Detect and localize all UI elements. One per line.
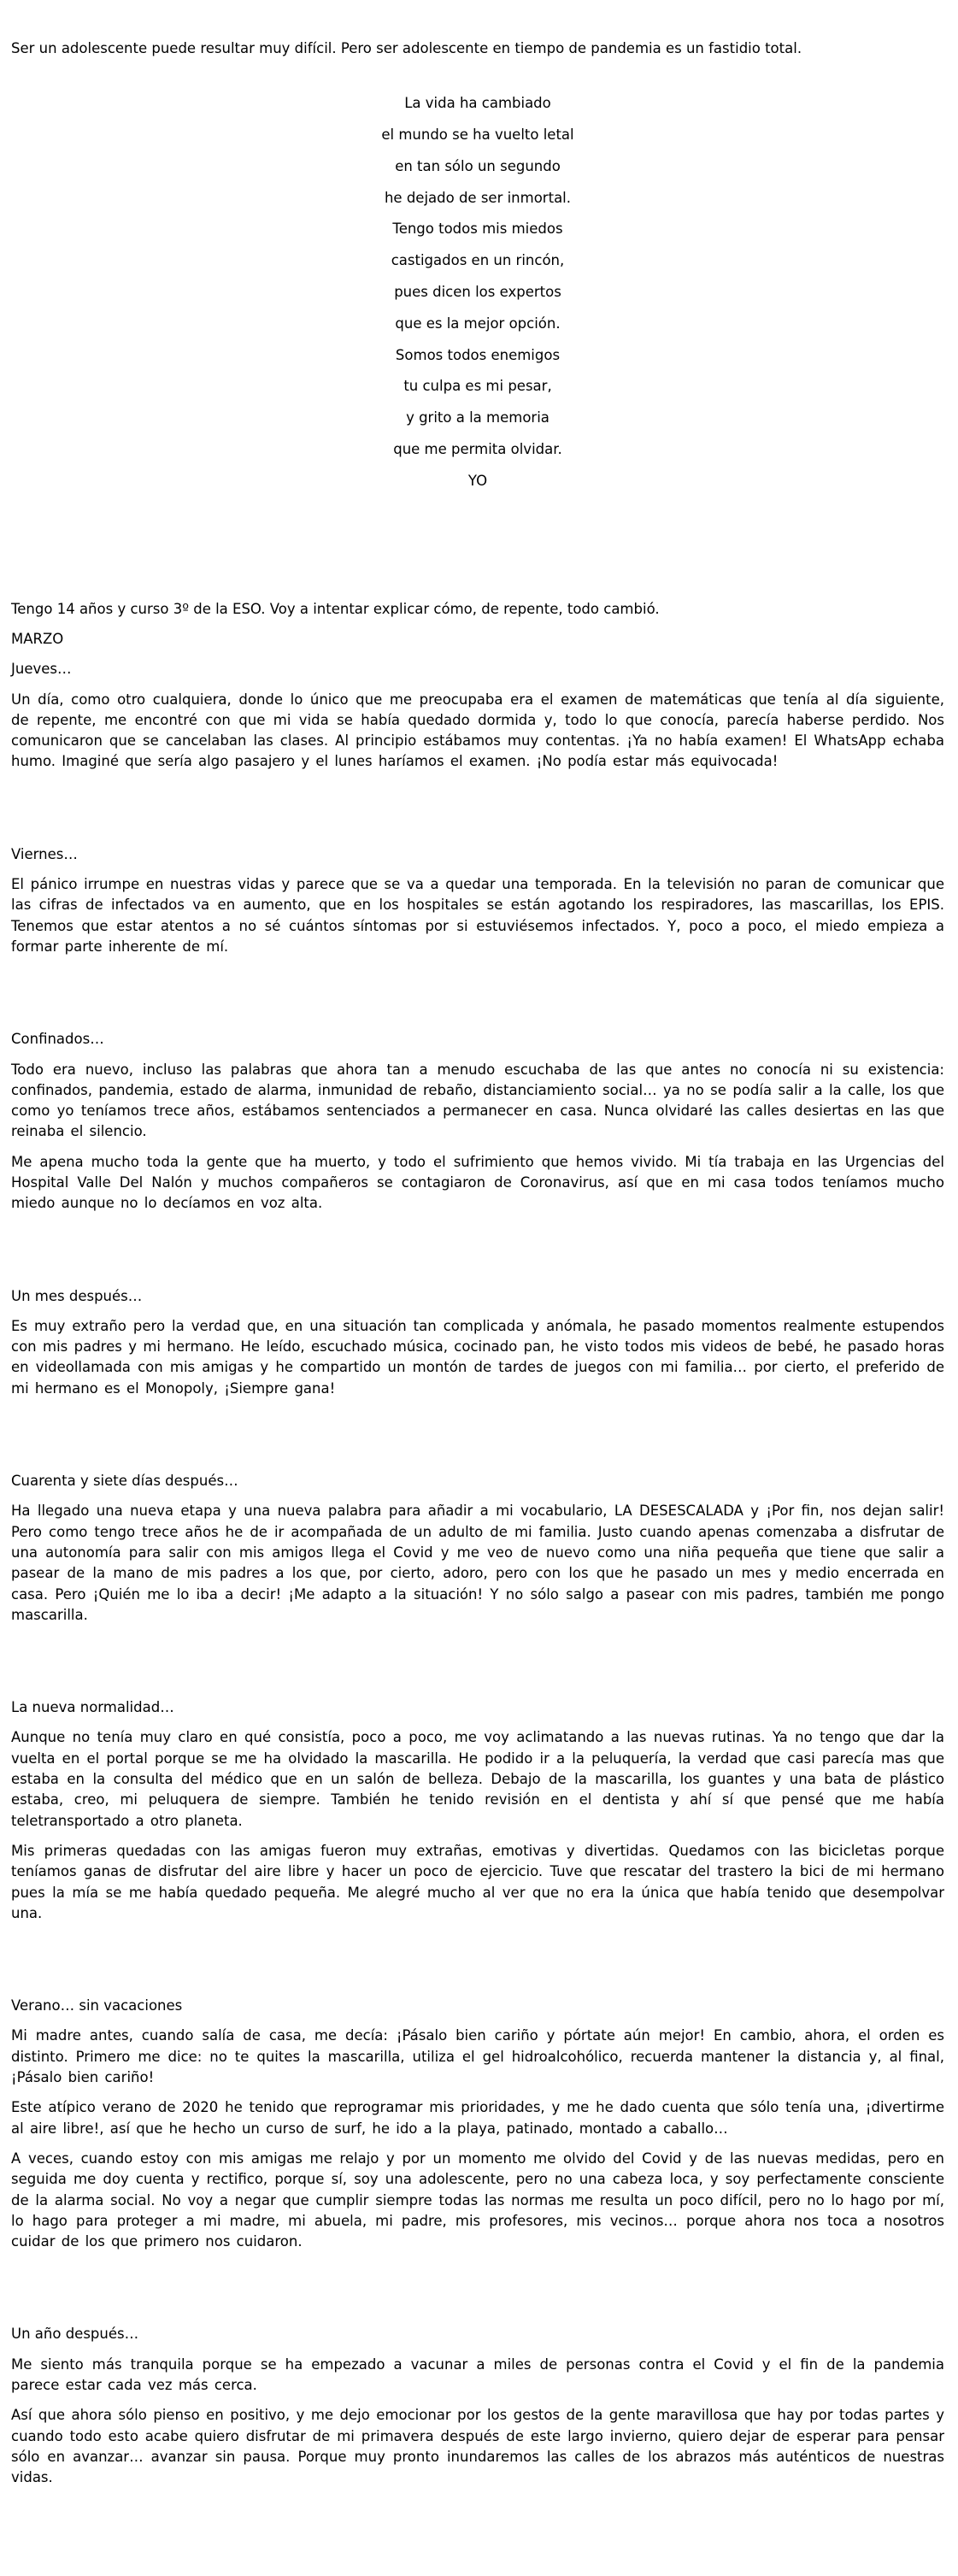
section-heading: Jueves… xyxy=(11,661,72,678)
paragraph: Mi madre antes, cuando salía de casa, me decía: ¡Pásalo bien cariño y pórtate aún mejor! En cambio, ahora, el orden es distinto. Primero me dice: no te quites la mascarilla, utiliza el gel hidroalcohólico, recuerda mantener la distancia y, al final, ¡Pásalo bien cariño! xyxy=(11,2027,944,2086)
poem-line: que es la mejor opción. xyxy=(395,315,561,332)
spacer xyxy=(11,1409,944,1471)
poem-line: he dejado de ser inmortal. xyxy=(384,189,572,206)
section-verano-sin-vacaciones xyxy=(11,1996,944,2252)
section-confinados xyxy=(11,1029,944,1214)
paragraph: Aunque no tenía muy claro en qué consistía, poco a poco, me voy aclimatando a las nuevas rutinas. Ya no tengo que dar la vuelta en el portal porque se me ha olvidado la mascarilla. He podido ir a la peluquería, la verdad que casi parecía mas que estaba en la consulta del médico que en un salón de belleza. Debajo de la mascarilla, los guantes y una bata de plástico estaba, creo, mi peluquera de siempre. También he tenido revisión en el dentista y ahí sí que pensé que me había teletransportado a otro planeta. xyxy=(11,1729,944,1829)
poem-line: Tengo todos mis miedos xyxy=(392,221,563,238)
paragraph: Es muy extraño pero la verdad que, en una situación tan complicada y anómala, he pasado momentos realmente estupendos con mis padres y mi hermano. He leído, escuchado música, cocinado pan, he visto todos mis videos de bebé, he pasado horas en videollamada con mis amigas y he compartido un montón de tardes de juegos con mi familia… por cierto, el preferido de mi hermano es el Monopoly, ¡Siempre gana! xyxy=(11,1317,944,1397)
poem-line: Somos todos enemigos xyxy=(395,346,561,363)
poem-line: el mundo se ha vuelto letal xyxy=(381,126,574,144)
section-la-nueva-normalidad xyxy=(11,1697,944,1924)
poem-line: y grito a la memoria xyxy=(406,409,550,426)
poem-signature: YO xyxy=(467,472,488,489)
poem-line: La vida ha cambiado xyxy=(404,95,551,112)
section-heading: Confinados… xyxy=(11,1031,104,1048)
spacer xyxy=(11,1224,944,1286)
section-heading: Un mes después… xyxy=(11,1287,143,1304)
spacer xyxy=(11,68,944,93)
section-heading: Verano… sin vacaciones xyxy=(11,1997,183,2014)
section-jueves xyxy=(11,659,944,772)
section-un-mes-despues xyxy=(11,1286,944,1399)
paragraph: El pánico irrumpe en nuestras vidas y parece que se va a quedar una temporada. En la televisión no paran de comunicar que las cifras de infectados va en aumento, que en los hospitales se están agotando los respiradores, las mascarillas, los EPIS. Tenemos que estar atentos a no sé cuántos síntomas por si estuviésemos infectados. Y, poco a poco, el miedo empieza a formar parte inherente de mí. xyxy=(11,876,944,955)
poem-line: que me permita olvidar. xyxy=(393,441,562,458)
spacer xyxy=(11,503,944,599)
paragraph: Un día, como otro cualquiera, donde lo único que me preocupaba era el examen de matemáticas que tenía al día siguiente, de repente, me encontré con que mi vida se había quedado dormida y, todo lo que conocía, parecía haberse perdido. Nos comunicaron que se cancelaban las clases. Al principio estábamos muy contentas. ¡Ya no había examen! El WhatsApp echaba humo. Imaginé que sería algo pasajero y el lunes haríamos el examen. ¡No podía estar más equivocada! xyxy=(11,691,944,770)
poem-line: castigados en un rincón, xyxy=(391,252,565,269)
poem-line: tu culpa es mi pesar, xyxy=(403,378,552,395)
spacer xyxy=(11,2261,944,2324)
paragraph: A veces, cuando estoy con mis amigas me relajo y por un momento me olvido del Covid y de las nuevas medidas, pero en seguida me doy cuenta y rectifico, porque sí, soy una adolescente, pero no una cabeza loca, y soy perfectamente consciente de la alarma social. No voy a negar que cumplir siempre todas las normas me resulta un poco difícil, pero no lo hago por mí, lo hago para proteger a mi madre, mi abuela, mi padre, mis profesores, mis vecinos… porque ahora nos toca a nosotros cuidar de los que primero nos cuidaron. xyxy=(11,2150,944,2250)
spacer xyxy=(11,1933,944,1996)
section-heading: Un año después… xyxy=(11,2326,139,2343)
paragraph: Este atípico verano de 2020 he tenido que reprogramar mis prioridades, y me he dado cuenta que sólo tenía una, ¡divertirme al aire libre!, así que he hecho un curso de surf, he ido a la playa, patinado, montado a caballo… xyxy=(11,2099,944,2137)
spacer xyxy=(11,967,944,1029)
paragraph: Ha llegado una nueva etapa y una nueva palabra para añadir a mi vocabulario, LA DESESCALADA y ¡Por fin, nos dejan salir! Pero como tengo trece años he de ir acompañada de un adulto de mi familia. Justo cuando apenas comenzaba a disfrutar de una autonomía para salir con mis amigos llega el Covid y me veo de nuevo como una niña pequeña que tiene que salir a pasear de la mano de mis padres a los que, por cierto, adoro, pero con los que he pasado un mes y medio encerrada en casa. Pero ¡Quién me lo iba a decir! ¡Me adapto a la situación! Y no sólo salgo a pasear con mis padres, también me pongo mascarilla. xyxy=(11,1503,944,1623)
intro-paragraph: Ser un adolescente puede resultar muy difícil. Pero ser adolescente en tiempo de pandemia es un fastidio total. xyxy=(11,40,802,56)
section-heading: La nueva normalidad… xyxy=(11,1699,174,1716)
section-viernes xyxy=(11,844,944,957)
poem-line: pues dicen los expertos xyxy=(394,284,561,301)
month-label: MARZO xyxy=(11,630,64,647)
section-heading: Cuarenta y siete días después… xyxy=(11,1473,238,1490)
section-un-ano-despues xyxy=(11,2324,944,2488)
section-cuarenta-y-siete-dias xyxy=(11,1471,944,1626)
spacer xyxy=(11,782,944,844)
poem xyxy=(11,93,944,491)
section-heading: Viernes… xyxy=(11,845,78,862)
paragraph: Mis primeras quedadas con las amigas fueron muy extrañas, emotivas y divertidas. Quedamos con las bicicletas porque teníamos ganas de disfrutar del aire libre y hacer un poco de ejercicio. Tuve que rescatar del trastero la bici de mi hermano pues la mía se me había quedado pequeña. Me alegré mucho al ver que no era la única que había tenido que desempolvar una. xyxy=(11,1842,944,1921)
paragraph: Me apena mucho toda la gente que ha muerto, y todo el sufrimiento que hemos vivido. Mi tía trabaja en las Urgencias del Hospital Valle Del Nalón y muchos compañeros se contagiaron de Coronavirus, así que en mi casa todos teníamos mucho miedo aunque no lo decíamos en voz alta. xyxy=(11,1153,944,1212)
paragraph: Todo era nuevo, incluso las palabras que ahora tan a menudo escuchaba de las que antes no conocía ni su existencia: confinados, pandemia, estado de alarma, inmunidad de rebaño, distanciamiento social… ya no se podía salir a la calle, los que como yo teníamos trece años, estábamos sentenciados a permanecer en casa. Nunca olvidaré las calles desiertas en las que reinaba el silencio. xyxy=(11,1061,944,1140)
paragraph: Así que ahora sólo pienso en positivo, y me dejo emocionar por los gestos de la gente maravillosa que hay por todas partes y cuando todo esto acabe quiero disfrutar de mi primavera después de este largo invierno, quiero dejar de esperar para pensar sólo en avanzar… avanzar sin pausa. Porque muy pronto inundaremos las calles de los abrazos más auténticos de nuestras vidas. xyxy=(11,2407,944,2486)
paragraph: Me siento más tranquila porque se ha empezado a vacunar a miles de personas contra el Covid y el fin de la pandemia parece estar cada vez más cerca. xyxy=(11,2355,944,2393)
spacer xyxy=(11,1635,944,1697)
lead-paragraph: Tengo 14 años y curso 3º de la ESO. Voy a intentar explicar cómo, de repente, todo cambió. xyxy=(11,600,660,617)
poem-line: en tan sólo un segundo xyxy=(395,157,561,174)
